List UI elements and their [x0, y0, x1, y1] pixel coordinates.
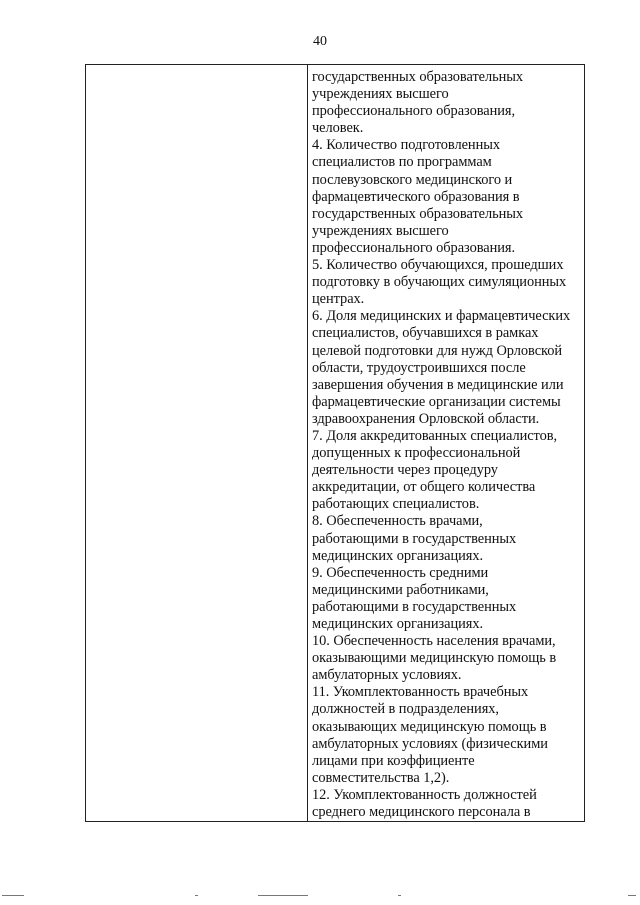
text-line: 8. Обеспеченность врачами,: [312, 513, 483, 530]
page-number: 40: [313, 34, 327, 49]
text-line: специалистов, обучавшихся в рамках: [312, 325, 539, 342]
text-line: специалистов по программам: [312, 154, 492, 171]
text-line: медицинских организациях.: [312, 616, 484, 632]
text-line: деятельности через процедуру: [312, 462, 498, 479]
text-line: медицинских организациях.: [312, 547, 484, 564]
text-line: области, трудоустроившихся после: [312, 359, 526, 376]
text-line: работающих специалистов.: [312, 496, 480, 513]
text-line: подготовку в обучающих симуляционных: [312, 274, 567, 291]
text-line: должностей в подразделениях,: [312, 701, 499, 718]
text-line: послевузовского медицинского и: [312, 171, 513, 188]
text-line: профессионального образования.: [312, 239, 516, 256]
text-line: 7. Доля аккредитованных специалистов,: [312, 427, 558, 444]
text-line: учреждениях высшего: [312, 222, 449, 239]
text-line: учреждениях высшего: [312, 86, 449, 103]
text-line: фармацевтические организации системы: [312, 393, 561, 410]
text-line: 12. Укомплектованность должностей: [312, 786, 537, 803]
text-line: аккредитации, от общего количества: [312, 479, 536, 496]
text-line: допущенных к профессиональной: [312, 445, 521, 462]
text-line: 11. Укомплектованность врачебных: [312, 684, 529, 701]
text-line: амбулаторных условиях.: [312, 667, 462, 684]
text-line: лицами при коэффициенте: [312, 752, 475, 769]
text-line: центрах.: [312, 291, 365, 308]
text-line: профессионального образования,: [312, 103, 516, 120]
text-line: фармацевтического образования в: [312, 188, 520, 205]
text-line: оказывающими медицинскую помощь в: [312, 650, 557, 667]
text-line: 9. Обеспеченность средними: [312, 564, 489, 581]
text-line: завершения обучения в медицинские или: [312, 376, 564, 393]
text-line: работающими в государственных: [312, 598, 517, 615]
text-line: 5. Количество обучающихся, прошедших: [312, 257, 564, 274]
table-right-cell: [312, 69, 584, 821]
text-line: здравоохранения Орловской области.: [312, 410, 540, 427]
scan-artifacts: [0, 893, 640, 899]
text-line: целевой подготовки для нужд Орловской: [312, 342, 563, 359]
document-table: [85, 64, 585, 822]
text-line: человек.: [312, 120, 364, 137]
text-line: работающими в государственных: [312, 530, 517, 547]
text-line: среднего медицинского персонала в: [312, 804, 531, 821]
text-line: государственных образовательных: [312, 69, 524, 85]
text-line: 10. Обеспеченность населения врачами,: [312, 633, 556, 650]
text-line: совместительства 1,2).: [312, 769, 450, 786]
text-line: государственных образовательных: [312, 205, 524, 222]
text-line: 4. Количество подготовленных: [312, 137, 500, 154]
text-line: оказывающих медицинскую помощь в: [312, 718, 547, 735]
text-line: 6. Доля медицинских и фармацевтических: [312, 308, 571, 325]
text-line: медицинскими работниками,: [312, 581, 489, 598]
table-left-cell: [86, 65, 308, 821]
text-line: амбулаторных условиях (физическими: [312, 735, 548, 752]
